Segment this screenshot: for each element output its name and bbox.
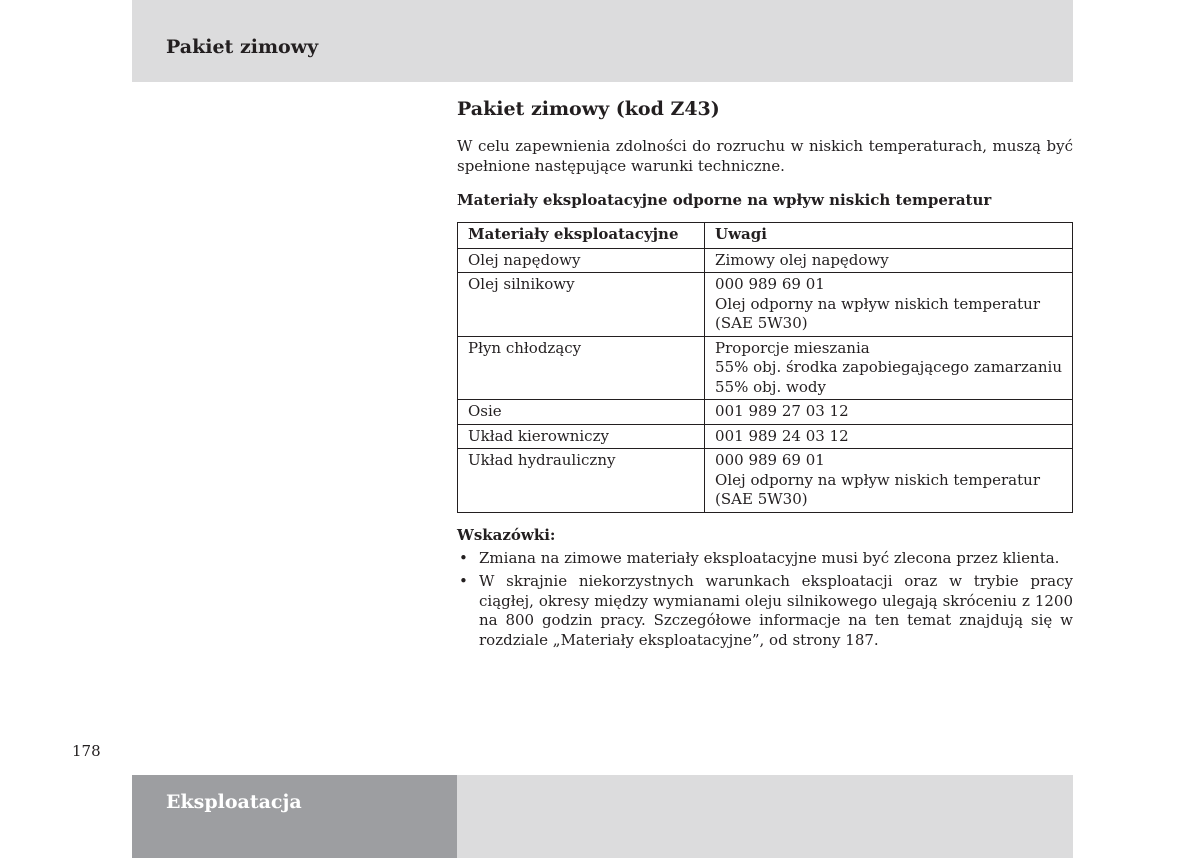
notes-line: 000 989 69 01 [715,275,825,293]
notes-cell [705,424,1073,449]
notes-list [457,549,1073,651]
notes-line: Olej odporny na wpływ niskich temperatur [715,294,1040,313]
material-cell: Olej napędowy [458,248,705,273]
footer-chapter-tab [132,775,457,858]
footer-band [457,775,1073,858]
material-cell: Olej silnikowy [458,273,705,337]
table-body [458,248,1073,512]
table-row [458,248,1073,273]
notes-line: Zimowy olej napędowy [715,250,889,269]
material-cell: Układ hydrauliczny [458,449,705,513]
bullet-icon: • [459,572,468,590]
section-title: Pakiet zimowy (kod Z43) [457,98,720,120]
header-title: Pakiet zimowy [166,36,319,58]
notes-cell [705,336,1073,400]
notes-line: (SAE 5W30) [715,490,808,508]
notes-cell [705,273,1073,337]
table-header-row [458,223,1073,249]
intro-paragraph: W celu zapewnienia zdolności do rozruchu w niskich temperaturach, muszą być spełnione następujące warunki techniczne. [457,137,1073,175]
header-band [132,0,1073,82]
table-row [458,424,1073,449]
material-cell: Płyn chłodzący [458,336,705,400]
column-header-notes: Uwagi [705,223,1073,249]
note-text: W skrajnie niekorzystnych warunkach eksploatacji oraz w trybie pracy ciągłej, okresy między wymianami oleju silnikowego ulegają skróceniu z 1200 na 800 godzin pracy. Szczegółowe informacje na ten temat znajdują się w rozdziale „Materiały eksploatacyjne”, od strony 187. [479,572,1073,649]
table-row [458,273,1073,337]
list-item [457,572,1073,650]
notes-cell [705,400,1073,425]
material-cell: Osie [458,400,705,425]
notes-cell [705,248,1073,273]
material-cell: Układ kierowniczy [458,424,705,449]
list-item [457,549,1073,569]
notes-line: 001 989 24 03 12 [715,426,849,445]
fluids-table [457,222,1073,513]
footer-chapter-title: Eksploatacja [166,791,302,813]
notes-line: Olej odporny na wpływ niskich temperatur [715,470,1040,489]
notes-title: Wskazówki: [457,525,556,544]
note-text: Zmiana na zimowe materiały eksploatacyjne musi być zlecona przez klienta. [479,548,1060,567]
notes-line: 000 989 69 01 [715,451,825,469]
table-row [458,336,1073,400]
column-header-materials: Materiały eksploatacyjne [458,223,705,249]
notes-line: Proporcje mieszania [715,338,870,357]
table-subheading: Materiały eksploatacyjne odporne na wpływ niskich temperatur [457,191,992,209]
table-row [458,449,1073,513]
notes-line: 55% obj. wody [715,377,826,396]
bullet-icon: • [459,548,468,567]
notes-line: (SAE 5W30) [715,314,808,332]
notes-cell [705,449,1073,513]
notes-line: 55% obj. środka zapobiegającego zamarzaniu [715,358,1062,376]
page-number: 178 [72,742,101,760]
main-content [457,96,1073,654]
table-row [458,400,1073,425]
notes-line: 001 989 27 03 12 [715,402,849,420]
